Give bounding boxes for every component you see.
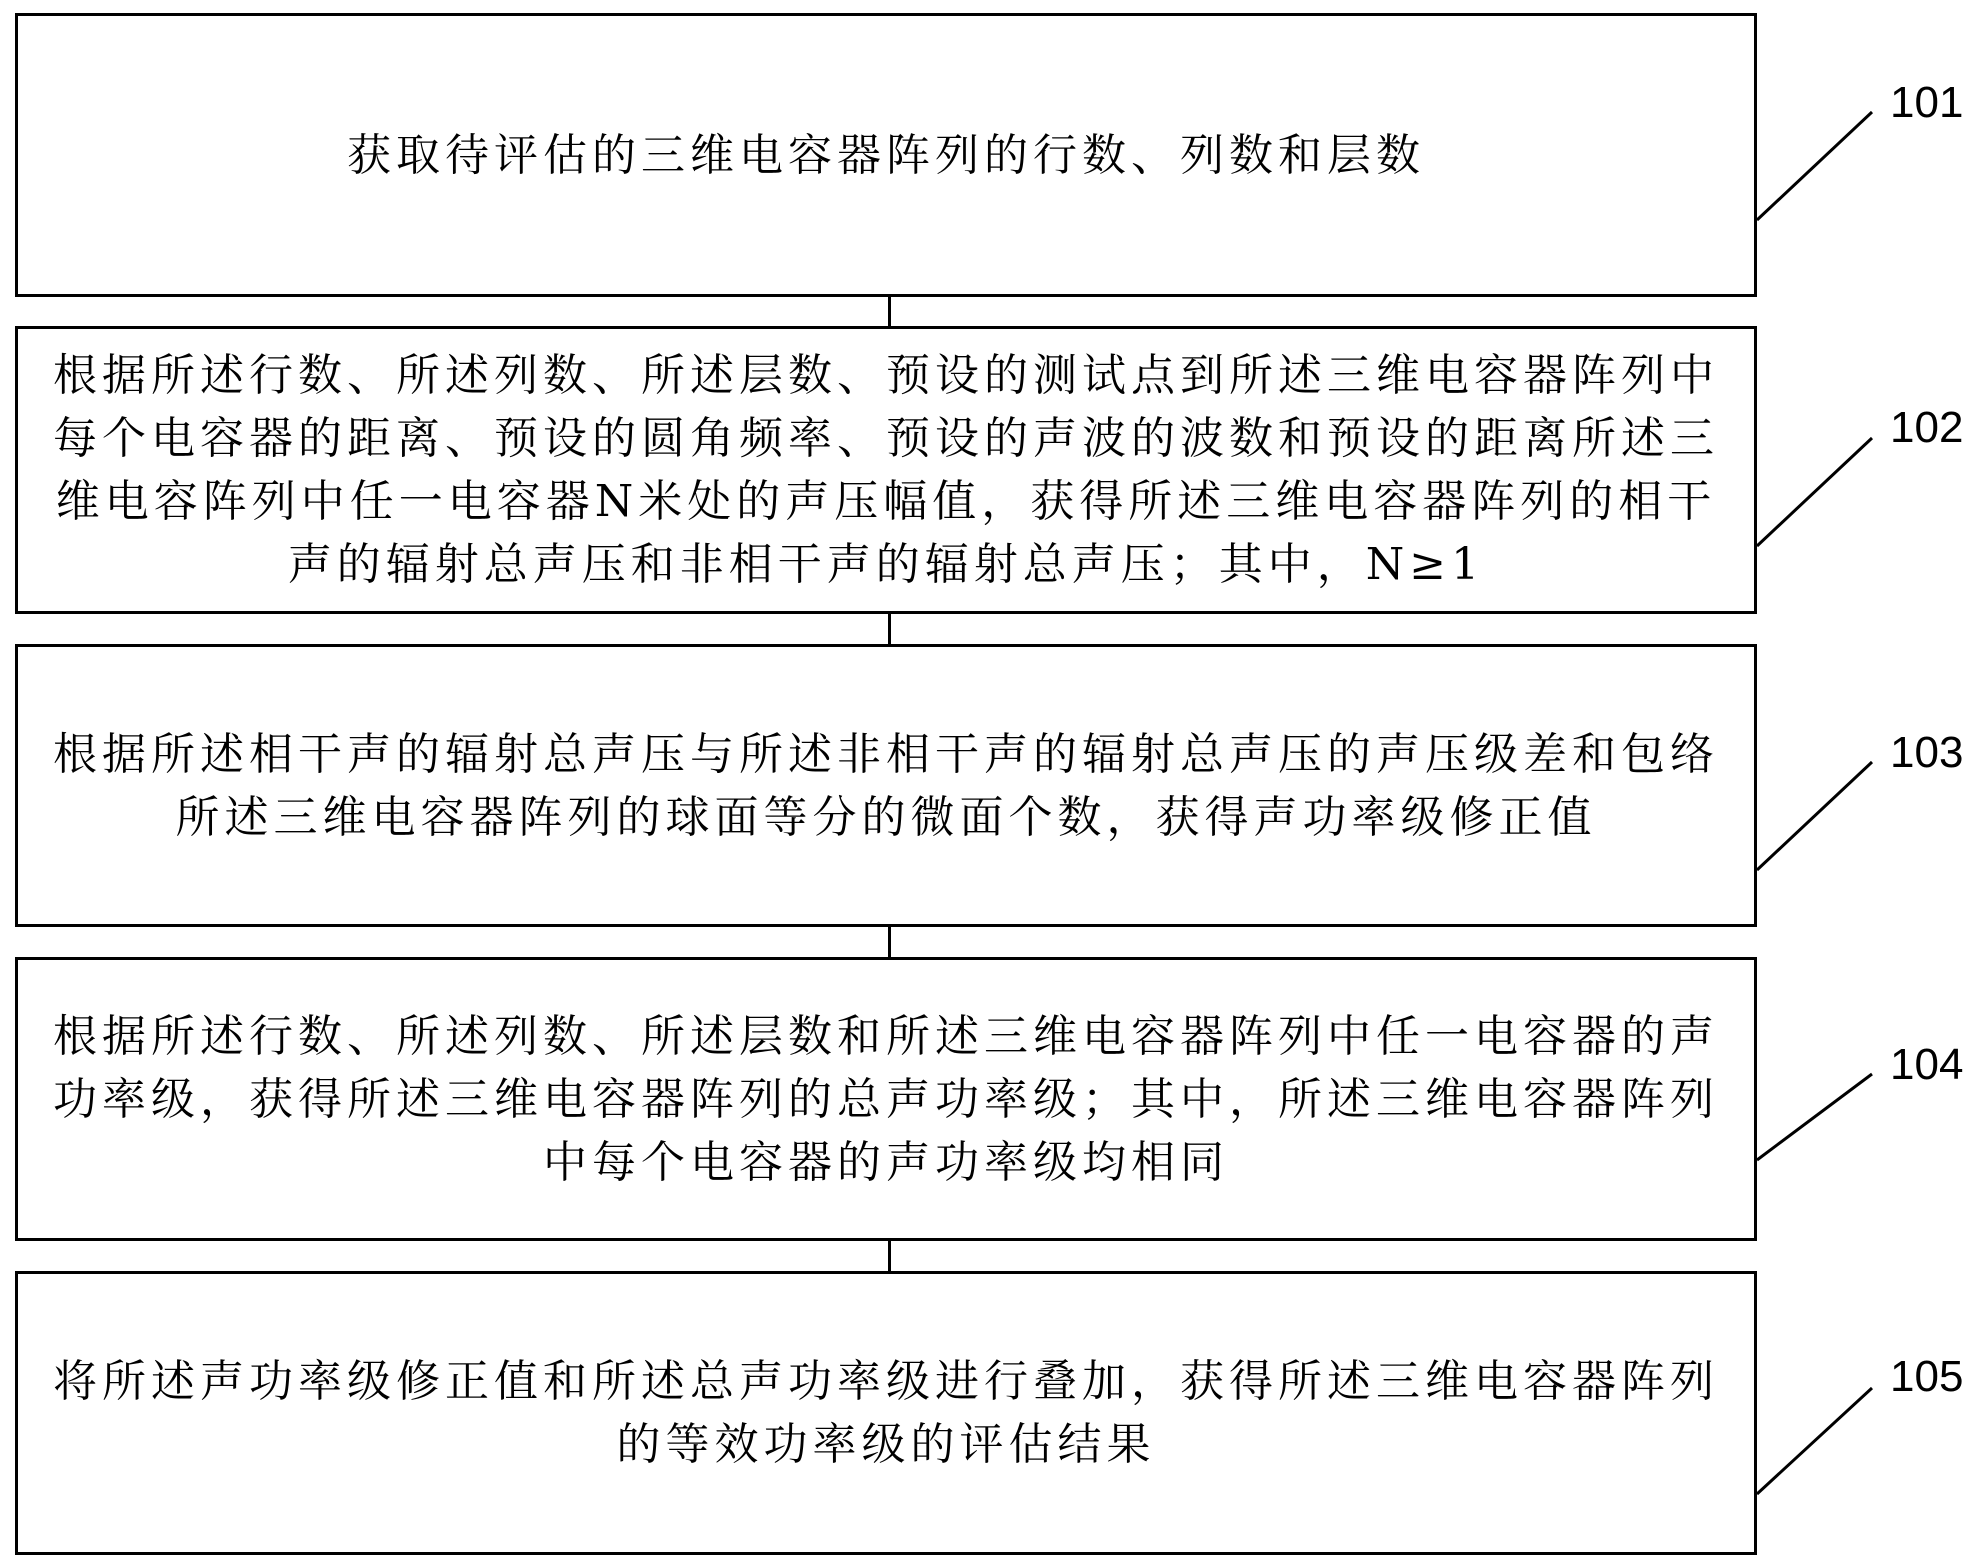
step-text-103: 根据所述相干声的辐射总声压与所述非相干声的辐射总声压的声压级差和包络所述三维电容器阵列的球面等分的微面个数，获得声功率级修正值 (53, 728, 1719, 843)
step-box-102 (15, 326, 1757, 614)
step-text-105: 将所述声功率级修正值和所述总声功率级进行叠加，获得所述三维电容器阵列的等效功率级的评估结果 (53, 1356, 1719, 1470)
step-text-104: 根据所述行数、所述列数、所述层数和所述三维电容器阵列中任一电容器的声功率级，获得所述三维电容器阵列的总声功率级；其中，所述三维电容器阵列中每个电容器的声功率级均相同 (53, 1010, 1719, 1188)
leader-line-102 (1757, 438, 1872, 546)
step-label-102: 102 (1890, 403, 1964, 452)
step-label-105: 105 (1890, 1352, 1964, 1401)
step-label-104: 104 (1890, 1040, 1964, 1089)
leader-line-101 (1757, 112, 1872, 220)
leader-line-103 (1757, 762, 1872, 870)
step-text-102: 根据所述行数、所述列数、所述层数、预设的测试点到所述三维电容器阵列中每个电容器的距离、预设的圆角频率、预设的声波的波数和预设的距离所述三维电容阵列中任一电容器N米处的声压幅值，获得所述三维电容器阵列的相干声的辐射总声压和非相干声的辐射总声压；其中，N≥1 (53, 350, 1719, 590)
connector-104-105 (888, 1241, 891, 1271)
step-box-105 (15, 1271, 1757, 1555)
step-box-103 (15, 644, 1757, 927)
connector-103-104 (888, 927, 891, 957)
step-box-101 (15, 13, 1757, 297)
leader-line-104 (1757, 1074, 1872, 1160)
step-box-104 (15, 957, 1757, 1241)
step-label-103: 103 (1890, 728, 1964, 777)
connector-101-102 (888, 297, 891, 326)
step-label-101: 101 (1890, 78, 1964, 127)
step-text-101: 获取待评估的三维电容器阵列的行数、列数和层数 (347, 129, 1425, 181)
leader-line-105 (1757, 1388, 1872, 1494)
connector-102-103 (888, 614, 891, 644)
